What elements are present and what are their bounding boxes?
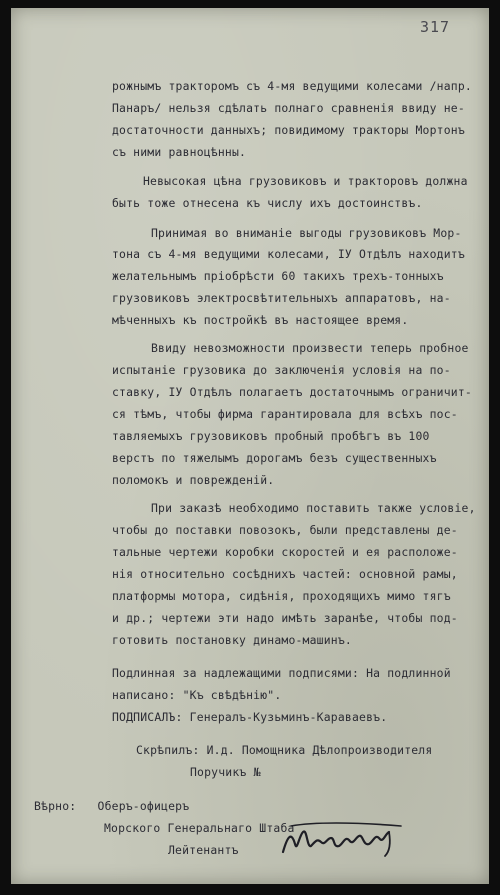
text-line: чтобы до поставки повозокъ, были представлены де- <box>112 523 458 537</box>
text-line: испытаніе грузовика до заключенія условія на по- <box>112 363 451 377</box>
text-line: Лейтенантъ <box>168 843 239 857</box>
handwritten-signature <box>273 820 413 862</box>
text-line: рожнымъ тракторомъ съ 4-мя ведущими колесами /напр. <box>112 79 472 93</box>
text-line: нія относительно сосѣднихъ частей: основной рамы, <box>112 567 458 581</box>
text-line: Поручикъ № <box>190 765 261 779</box>
text-line: написано: "Къ свѣдѣнію". <box>112 688 282 702</box>
text-line: Морского Генеральнаго Штаба <box>104 821 295 835</box>
text-line: тавляемыхъ грузовиковъ пробный пробѣгъ въ 100 <box>112 429 430 443</box>
text-line: тона съ 4-мя ведущими колесами, IУ Отдѣлъ находитъ <box>112 247 465 261</box>
text-line: Скрѣпилъ: И.д. Помощника Дѣлопроизводителя <box>136 743 433 757</box>
text-line: ся тѣмъ, чтобы фирма гарантировала для всѣхъ пос- <box>112 407 458 421</box>
text-line: Невысокая цѣна грузовиковъ и тракторовъ должна <box>143 174 468 188</box>
text-line: желательнымъ пріобрѣсти 60 такихъ трехъ-тонныхъ <box>112 269 444 283</box>
text-line: и др.; чертежи эти надо имѣть заранѣе, чтобы под- <box>112 611 458 625</box>
text-line: ПОДПИСАЛЪ: Генералъ-Кузьминъ-Караваевъ. <box>112 710 388 724</box>
text-line: платформы мотора, сидѣнія, проходящихъ мимо тягъ <box>112 589 451 603</box>
text-line: ставку, IУ Отдѣлъ полагаетъ достаточнымъ ограничит- <box>112 385 472 399</box>
text-line: Подлинная за надлежащими подписями: На подлинной <box>112 666 451 680</box>
text-line: Ввиду невозможности произвести теперь пробное <box>151 341 469 355</box>
text-line: При заказѣ необходимо поставить также условіе, <box>151 501 476 515</box>
text-line: мѣченныхъ къ постройкѣ въ настоящее время. <box>112 313 409 327</box>
text-line: поломокъ и поврежденій. <box>112 473 275 487</box>
text-line: съ ними равноцѣнны. <box>112 145 247 159</box>
text-line: верстъ по тяжелымъ дорогамъ безъ существенныхъ <box>112 451 437 465</box>
text-line: быть тоже отнесена къ числу ихъ достоинствъ. <box>112 196 423 210</box>
text-line: готовить постановку динамо-машинъ. <box>112 633 352 647</box>
text-line: тальные чертежи коробки скоростей и ея расположе- <box>112 545 458 559</box>
text-line: грузовиковъ электросвѣтительныхъ аппаратовъ, на- <box>112 291 451 305</box>
text-line: Принимая во вниманіе выгоды грузовиковъ Мор- <box>151 226 462 240</box>
page-number: 317 <box>420 18 451 36</box>
text-line: Панаръ/ нельзя сдѣлать полнаго сравненія ввиду не- <box>112 101 465 115</box>
text-line: достаточности данныхъ; повидимому тракторы Мортонъ <box>112 123 465 137</box>
text-line: Вѣрно: Оберъ-офицеръ <box>34 799 190 813</box>
